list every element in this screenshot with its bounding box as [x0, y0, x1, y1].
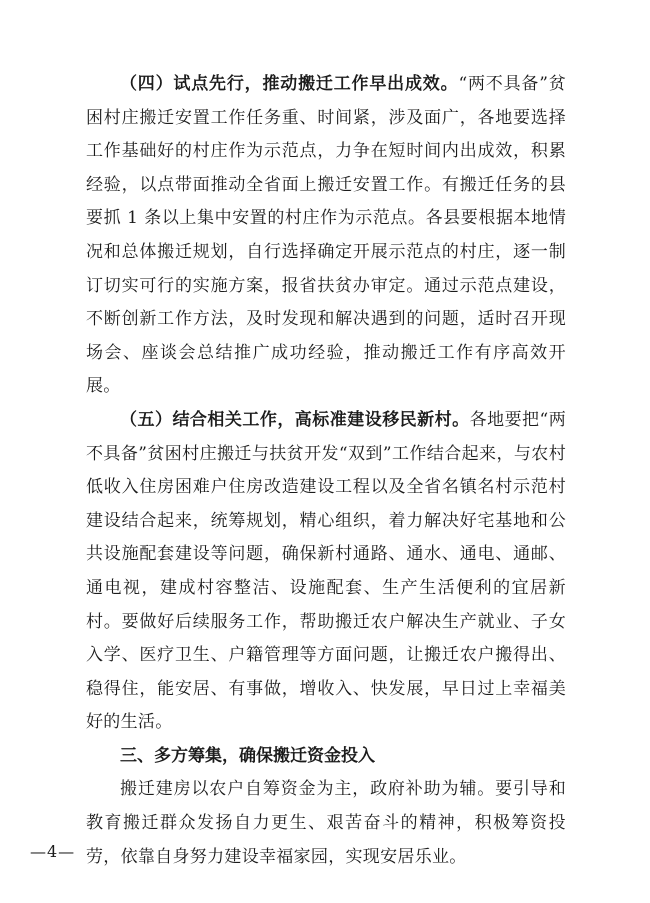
section-heading: 三、多方筹集，确保搬迁资金投入 — [120, 745, 375, 766]
paragraph-body-text: 各地要把“两不具备”贫困村庄搬迁与扶贫开发“双到”工作结合起来，与农村低收入住房困难户住房改造建设工程以及全省名镇名村示范村建设结合起来，统筹规划，精心组织，着力解决好宅基地和公共设施配套建设等问题，确保新村通路、通水、通电、通邮、通电视，建成村容整洁、设施配套、生产生活便利的宜居新村。要做好后续服务工作，帮助搬迁农户解决生产就业、子女入学、医疗卫生、户籍管理等方面问题，让搬迁农户搬得出、稳得住，能安居、有事做，增收入、快发展，早日过上幸福美好的生活。 — [86, 409, 567, 733]
paragraph-lead-heading: （五）结合相关工作，高标准建设移民新村。 — [120, 409, 470, 430]
paragraph-combine-work — [86, 404, 566, 740]
paragraph-pilot-first — [86, 68, 566, 404]
paragraph-body-text: “两不具备”贫困村庄搬迁安置工作任务重、时间紧，涉及面广，各地要选择工作基础好的村庄作为示范点，力争在短时间内出成效，积累经验，以点带面推动全省面上搬迁安置工作。有搬迁任务的县要抓 1 条以上集中安置的村庄作为示范点。各县要根据本地情况和总体搬迁规划，自行选择确定开展示范点的村庄，逐一制订切实可行的实施方案，报省扶贫办审定。通过示范点建设，不断创新工作方法，及时发现和解决遇到的问题，适时召开现场会、座谈会总结推广成功经验，推动搬迁工作有序高效开展。 — [86, 74, 566, 397]
page-number: —4— — [30, 842, 76, 861]
paragraph-funding: 搬迁建房以农户自筹资金为主，政府补助为辅。要引导和教育搬迁群众发扬自力更生、艰苦奋斗的精神，积极筹资投劳，依靠自身努力建设幸福家园，实现安居乐业。 — [86, 779, 566, 867]
paragraph-lead-heading: （四）试点先行，推动搬迁工作早出成效。 — [120, 74, 459, 94]
